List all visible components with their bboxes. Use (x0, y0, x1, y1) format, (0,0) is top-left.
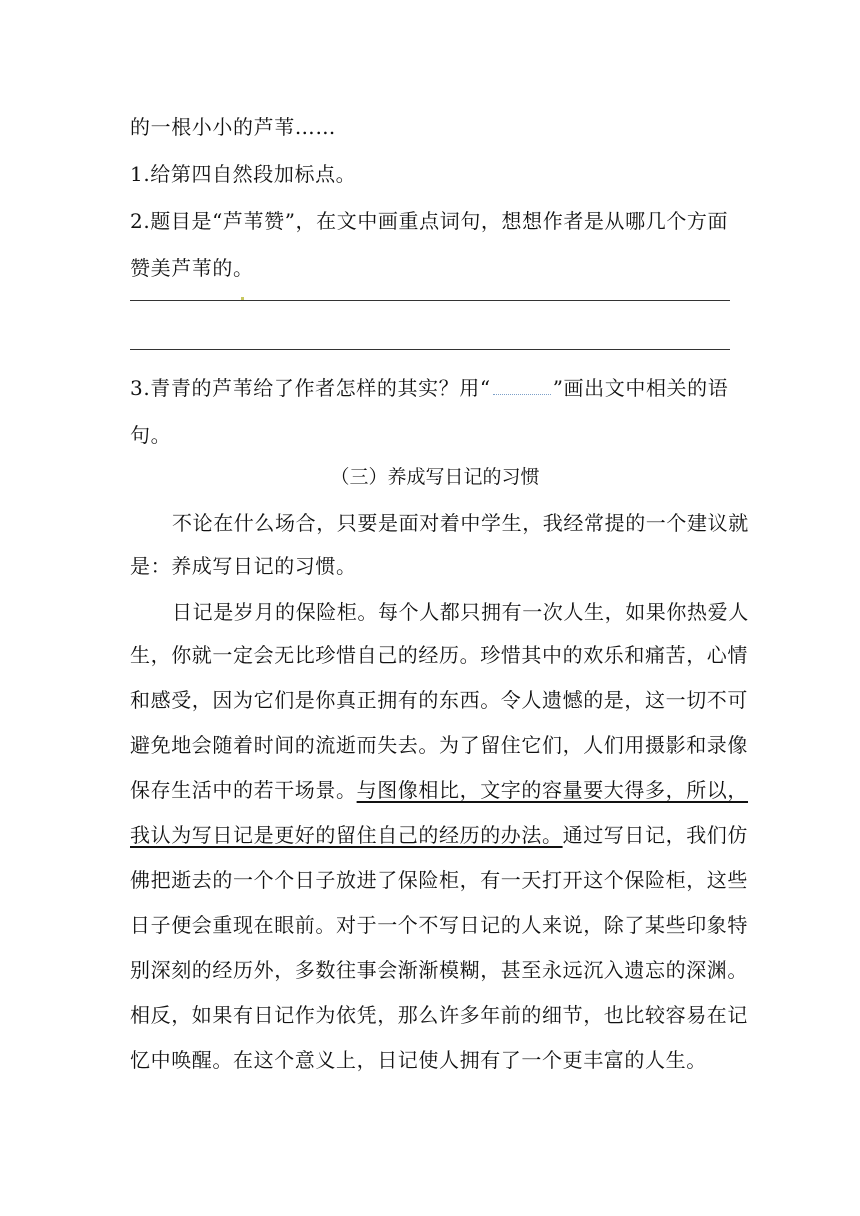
para2-line-6-plain: 通过写日记，我们仿 (562, 823, 749, 847)
underlined-sentence-part-1: 与图像相比，文字的容量要大得多，所以， (356, 778, 749, 802)
passage-continuation: 的一根小小的芦苇…… (130, 115, 336, 139)
para2-line-11: 忆中唤醒。在这个意义上，日记使人拥有了一个更丰富的人生。 (130, 1048, 707, 1072)
question-3-text-before: 3.青青的芦苇给了作者怎样的其实？用“ (130, 376, 491, 400)
underlined-sentence-part-2: 我认为写日记是更好的留住自己的经历的办法。 (130, 823, 563, 847)
para2-line-3: 和感受，因为它们是你真正拥有的东西。令人遗憾的是，这一切不可 (130, 688, 748, 712)
para2-line-4: 避免地会随着时间的流逝而失去。为了留住它们，人们用摄影和录像 (130, 733, 748, 757)
answer-line-2 (130, 349, 730, 350)
question-3-text-after: ”画出文中相关的语 (552, 376, 729, 400)
underline-blank-symbol (493, 380, 551, 395)
question-2-line-1: 2.题目是“芦苇赞”，在文中画重点词句，想想作者是从哪几个方面 (130, 209, 729, 233)
scan-speck (241, 297, 244, 300)
para2-line-7: 佛把逝去的一个个日子放进了保险柜，有一天打开这个保险柜，这些 (130, 868, 748, 892)
question-1: 1.给第四自然段加标点。 (130, 162, 357, 186)
para1-line-1: 不论在什么场合，只要是面对着中学生，我经常提的一个建议就 (172, 511, 749, 535)
question-2-line-2: 赞美芦苇的。 (130, 256, 254, 280)
section-title: （三）养成写日记的习惯 (330, 466, 540, 488)
para2-line-9: 别深刻的经历外，多数往事会渐渐模糊，甚至永远沉入遗忘的深渊。 (130, 958, 748, 982)
para2-line-2: 生，你就一定会无比珍惜自己的经历。珍惜其中的欢乐和痛苦，心情 (130, 643, 748, 667)
para2-line-5-plain: 保存生活中的若干场景。 (130, 778, 357, 802)
question-3-line-2: 句。 (130, 423, 172, 447)
para2-line-10: 相反，如果有日记作为依凭，那么许多年前的细节，也比较容易在记 (130, 1003, 748, 1027)
para1-line-2: 是：养成写日记的习惯。 (130, 554, 357, 578)
para2-line-8: 日子便会重现在眼前。对于一个不写日记的人来说，除了某些印象特 (130, 913, 748, 937)
answer-line-1 (130, 300, 730, 301)
para2-line-5 (130, 778, 749, 802)
para2-line-1: 日记是岁月的保险柜。每个人都只拥有一次人生，如果你热爱人 (172, 600, 749, 624)
question-3-line-1 (130, 376, 740, 400)
para2-line-6 (130, 823, 749, 847)
